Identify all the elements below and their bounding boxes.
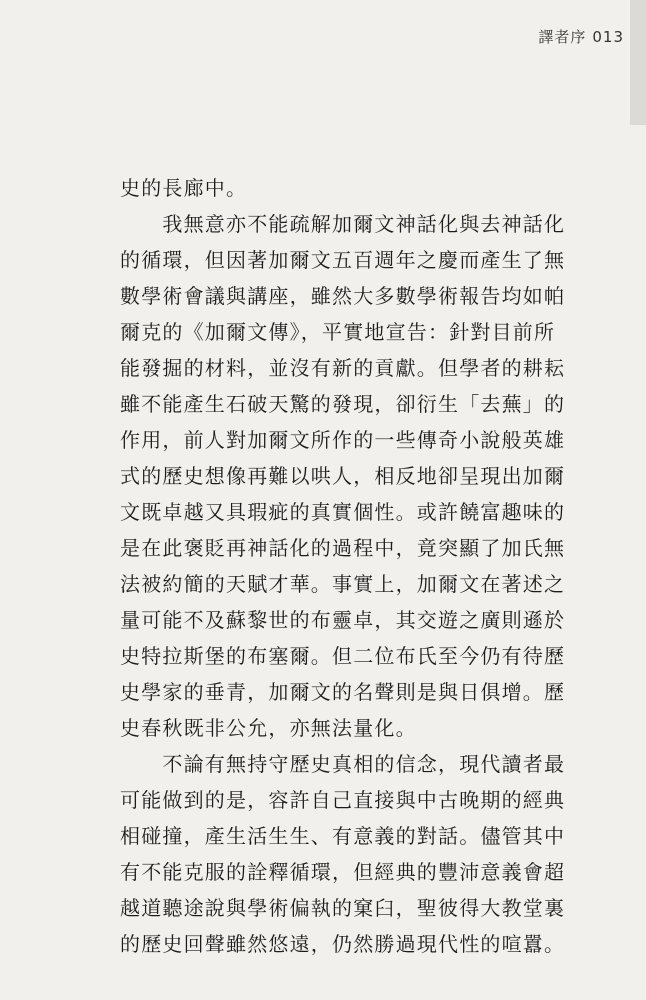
body-text [120,170,566,962]
text-line: 不論有無持守歷史真相的信念，現代讀者最 [120,752,566,776]
page-number: 013 [592,28,624,46]
text-line: 作用，前人對加爾文所作的一些傳奇小說般英雄 [120,428,566,452]
section-title: 譯者序 [538,28,587,46]
text-line: 有不能克服的詮釋循環，但經典的豐沛意義會超 [120,860,566,884]
text-line: 能發掘的材料，並沒有新的貢獻。但學者的耕耘 [120,356,566,380]
text-line: 我無意亦不能疏解加爾文神話化與去神話化 [120,212,566,236]
text-line: 法被約簡的天賦才華。事實上，加爾文在著述之 [120,572,566,596]
text-line: 的歷史回聲雖然悠遠，仍然勝過現代性的喧囂。 [120,932,566,956]
paragraph-3 [120,746,566,962]
text-line: 史的長廊中。 [120,176,248,200]
paragraph-2 [120,206,566,746]
text-line: 相碰撞，產生活生生、有意義的對話。儘管其中 [120,824,566,848]
page-edge-tab [630,0,646,125]
text-line: 文既卓越又具瑕疵的真實個性。或許饒富趣味的 [120,500,566,524]
text-line: 越道聽途說與學術偏執的窠臼，聖彼得大教堂裏 [120,896,566,920]
text-line: 的循環，但因著加爾文五百週年之慶而產生了無 [120,248,566,272]
text-line: 數學術會議與講座，雖然大多數學術報告均如帕 [120,284,566,308]
running-head [538,26,624,47]
text-line: 是在此褒貶再神話化的過程中，竟突顯了加氏無 [120,536,566,560]
text-line: 可能做到的是，容許自己直接與中古晚期的經典 [120,788,566,812]
text-line: 爾克的《加爾文傳》，平實地宣告：針對目前所 [120,320,556,344]
text-line: 量可能不及蘇黎世的布靈卓，其交遊之廣則遜於 [120,608,566,632]
text-line: 雖不能產生石破天驚的發現，卻衍生「去蕪」的 [120,392,566,416]
text-line: 史學家的垂青，加爾文的名聲則是與日俱增。歷 [120,680,566,704]
paragraph-1 [120,170,530,206]
text-line: 史特拉斯堡的布塞爾。但二位布氏至今仍有待歷 [120,644,566,668]
text-line: 史春秋既非公允，亦無法量化。 [120,716,417,740]
text-line: 式的歷史想像再難以哄人，相反地卻呈現出加爾 [120,464,566,488]
